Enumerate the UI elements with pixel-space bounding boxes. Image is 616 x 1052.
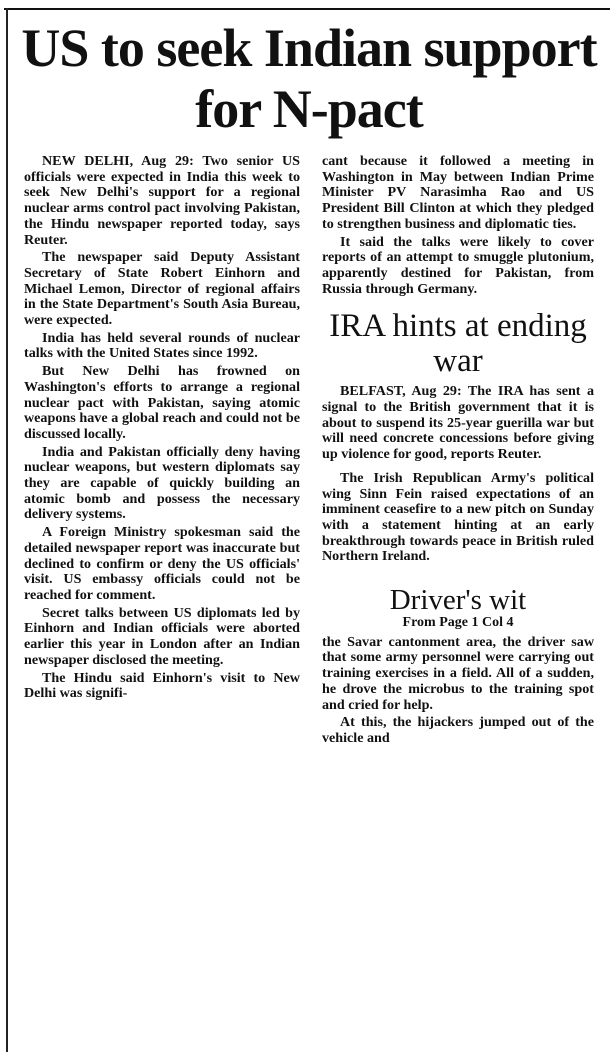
top-rule: [4, 8, 610, 10]
article-paragraph: The Irish Republican Army's political wing Sinn Fein raised expectations of an imminent ceasefire to a new pitch on Sunday with a statement hinting at an early breakthrough towards peace in British ruled Northern Ireland.: [322, 469, 594, 565]
article-paragraph: But New Delhi has frowned on Washington's efforts to arrange a regional nuclear pact with Pakistan, saying atomic weapons have a global reach and could not be discussed locally.: [24, 363, 300, 442]
article-paragraph: the Savar cantonment area, the driver saw that some army personnel were carrying out training exercises in a field. All of a sudden, he drove the microbus to the training spot and cried for help.: [322, 633, 594, 713]
main-headline: US to seek Indian support for N-pact: [21, 18, 597, 139]
article-paragraph: The newspaper said Deputy Assistant Secretary of State Robert Einhorn and Michael Lemon, Director of regional affairs in the State Department's South Asia Bureau, were expected.: [24, 249, 300, 329]
article-paragraph: Secret talks between US diplomats led by Einhorn and Indian officials were aborted earlier this year in London after an Indian newspaper disclosed the meeting.: [24, 604, 300, 668]
article-paragraph: India has held several rounds of nuclear talks with the United States since 1992.: [24, 329, 300, 362]
article-paragraph: cant because it followed a meeting in Washington in May between Indian Prime Minister PV Narasimha Rao and US President Bill Clinton at which they pledged to strengthen business and diplomatic ties.: [322, 153, 594, 232]
ira-headline: IRA hints at ending war: [329, 308, 587, 380]
article-paragraph: NEW DELHI, Aug 29: Two senior US officials were expected in India this week to seek New Delhi's support for a regional nuclear arms control pact involving Pakistan, the Hindu newspaper reported today, says Reuter.: [24, 153, 301, 248]
dateline: NEW DELHI, Aug 29:: [42, 153, 194, 169]
jump-line: From Page 1 Col 4: [402, 615, 514, 631]
article-paragraph: At this, the hijackers jumped out of the vehicle and: [322, 714, 594, 746]
article-paragraph: India and Pakistan officially deny having nuclear weapons, but western diplomats say they are capable of quickly building an atomic bomb and possess the necessary delivery systems.: [24, 443, 300, 523]
article-paragraph: BELFAST, Aug 29: The IRA has sent a signal to the British government that it is about to suspend its 25-year guerilla war but will need concrete concessions before giving up violence for good, reports Reuter.: [322, 383, 594, 463]
right-column: [322, 154, 594, 749]
left-column-rule: [6, 8, 8, 1052]
driver-headline: Driver's wit: [389, 584, 527, 617]
article-paragraph: It said the talks were likely to cover reports of an attempt to smuggle plutonium, apparently destined for Pakistan, from Russia through Germany.: [322, 233, 594, 297]
dateline: BELFAST, Aug 29:: [340, 383, 462, 400]
left-column: [24, 154, 300, 704]
article-paragraph: The Hindu said Einhorn's visit to New Delhi was signifi-: [24, 669, 300, 702]
article-paragraph: A Foreign Ministry spokesman said the detailed newspaper report was inaccurate but declined to confirm or deny the US officials' visit. US embassy officials could not be reached for comment.: [24, 524, 300, 603]
